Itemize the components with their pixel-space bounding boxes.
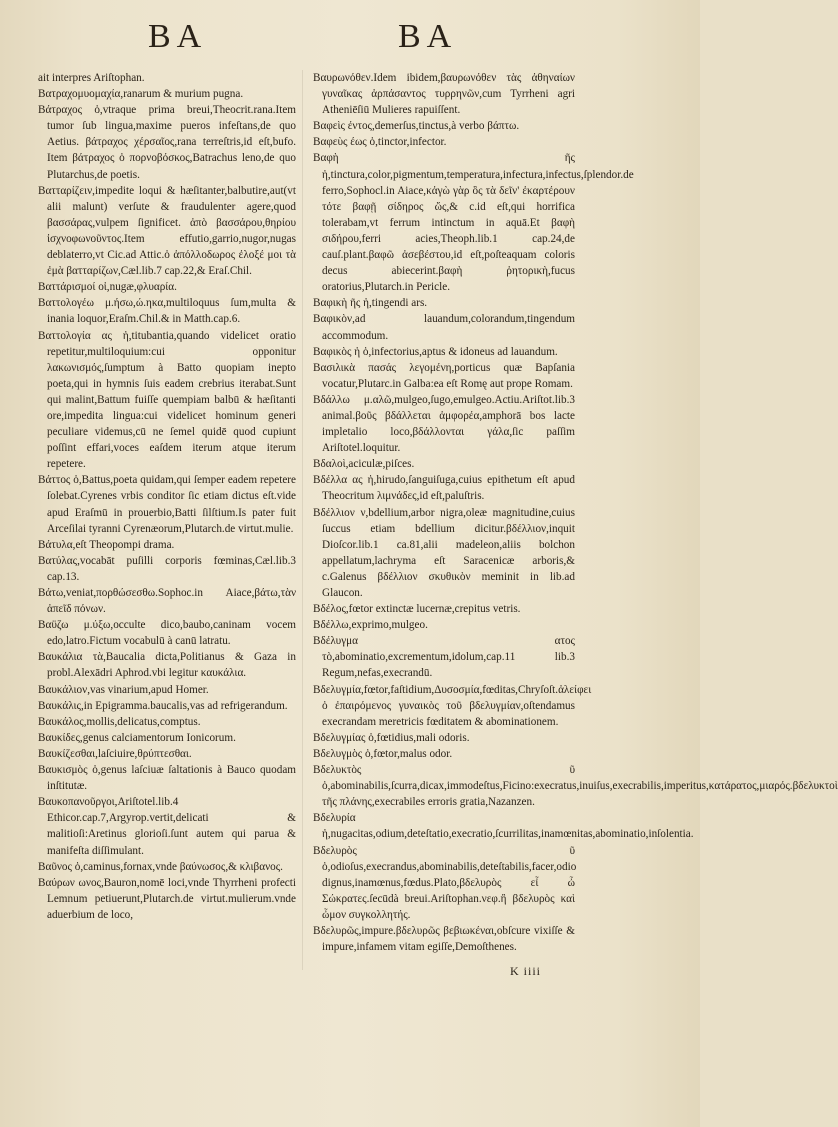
dictionary-entry: Βδέλυγμα ατος τὸ,abominatio,excrementum,idolum,cap.11 lib.3 Regum,nefas,execrandū. xyxy=(313,635,575,680)
dictionary-entry: Βάτυλα,eſt Theopompi drama. xyxy=(38,538,175,551)
dictionary-entry: Βαφικὴ ῆς ἡ,tingendi ars. xyxy=(313,297,428,310)
dictionary-entry: Βαφικὸς ἡ ὁ,infectorius,aptus & idoneus ad lauandum. xyxy=(313,345,558,358)
dictionary-entry: Βαυκάλος,mollis,delicatus,comptus. xyxy=(38,715,201,728)
dictionary-entry: Βαυκίδες,genus calciamentorum Ionicorum. xyxy=(38,731,236,744)
dictionary-entry: Βατταρίζειν,impedite loqui & hæſitanter,balbutire,aut(vt alii malunt) verſute & fraudulenter agere,quod βασσάρας,vulpem ſignificet. ἀπὸ βασσάρου,θηρίου ἰσχνοφωνοῦντος.Item effutio,garrio,nugor,nugas deblaterro,vt Cic.ad Attic.ὁ ἀπόλλοδωρος ἐλοξέ μοι τὰ ἐμὰ βατταρίζων,Cæl.lib.7 cap.22,& Eraſ.Chil. xyxy=(38,184,296,278)
dictionary-entry: Βαυρωνόθεν.Idem ibidem,βαυρωνόθεν τὰς ἀθηναίων γυναῖκας ἁρπάσαντος τυρρηνῶν,cum Tyrrheni agri Atheniēſiū Mulieres rapuiſſent. xyxy=(313,72,575,117)
dictionary-entry: Βαττολογία ας ἡ,titubantia,quando videlicet oratio repetitur,multiloquium:cui opponitur λακωνισμός,ſumptum à Batto quopiam inepto poeta,qui in hymnis ſuis eadem crebrius iterabat.Sunt qui malint,Battum fuiſſe quempiam balbū & hæſitanti ore,impedita lingua:cui videlicet hominum generi peculiare videmus,cū ne ſemel quidē quod cupiunt poſſint effari,voces eaſdem iterum atque iterum repetere. xyxy=(38,329,296,471)
dictionary-entry: Βαῦνος ὁ,caminus,fornax,vnde βαύνωσος,& κλιβανος. xyxy=(38,860,283,873)
dictionary-entry: Βαττολογέω μ.ήσω,ώ.ηκα,multiloquus ſum,multa & inania loquor,Eraſm.Chil.& in Matth.cap.6. xyxy=(38,297,296,326)
dictionary-entry: Βδελυγμὸς ὁ,fœtor,malus odor. xyxy=(313,747,453,760)
dictionary-entry: Βδέλλα ας ἡ,hirudo,ſanguiſuga,cuius epithetum eſt apud Theocritum λιμνάδες,id eſt,paluſtris. xyxy=(313,474,575,503)
dictionary-entry: Βάτραχος ὁ,vtraque prima breui,Theocrit.rana.Item tumor ſub lingua,maxime pueros infeſtans,de quo Aetius. βάτραχος χέρσαῖος,rana terreſtris,id eſt,bufo. Item βάτραχος ὁ πορνοβόσκος,Batrachus leno,de quo Plutarchus,de poetis. xyxy=(38,104,296,181)
dictionary-entry: Βδελυκτὸς ῦ ὁ,abominabilis,ſcurra,dicax,immodeſtus,Ficino:execratus,inuiſus,execrabilis,imperitus,κατάρατος,μιαρός.βδελυκτοὶ τῆς πλάνης,execrabiles erroris gratia,Nazanzen. xyxy=(313,764,838,809)
dictionary-entry: Βάτω,veniat,πορθώσεσθω.Sophoc.in Aiace,βάτω,τὰν ἀπεῖδ πόνων. xyxy=(38,587,296,616)
dictionary-entry: Βάττος ὁ,Battus,poeta quidam,qui ſemper eadem repetere ſolebat.Cyrenes vrbis conditor ſic etiam dictus eſt.vide apud Eraſmū in prouerbio,Batti ſilſtium.Is pater fuit Arceſilai tyranni Cyrenæorum,Plutarch.de virtut.mulie. xyxy=(38,474,296,535)
dictionary-entry: Βαυκοπανοῦργοι,Ariſtotel.lib.4 Ethicor.cap.7,Argyrop.vertit,delicati & malitioſi:Aretinus glorioſi.ſunt autem qui parua & manifeſta diſſimulant. xyxy=(38,796,296,857)
dictionary-entry: Βαυκάλιον,vas vinarium,apud Homer. xyxy=(38,683,209,696)
dictionary-entry: Βδέλος,fœtor extinctæ lucernæ,crepitus vetris. xyxy=(313,603,521,616)
signature-mark: K iiii xyxy=(510,964,542,978)
dictionary-entry: Βαύρων ωνος,Bauron,nomē loci,vnde Thyrrheni profecti Lemnum petiuerunt,Plutarch.de virtut.mulierum.vnde aduerbium de loco, xyxy=(38,876,296,921)
dictionary-entry: Βδαλοὶ,aciculæ,piſces. xyxy=(313,458,415,471)
dictionary-entry: Βαϋζω μ.ύξω,occulte dico,baubo,caninam vocem edo,latro.Fictum vocabulū à canū latratu. xyxy=(38,619,296,648)
dictionary-entry: Βδελυγμία,fœtor,faſtidium,Δυσοσμία,fœditas,Chryſoſt.ἀλείφει ὁ ἐπαιρόμενος γυναικὸς τοῦ βδελυγμίαν,oſtendamus execrandam meretricis fœditatem & abominationem. xyxy=(313,683,592,728)
dictionary-entry: Βαυκάλις,in Epigramma.baucalis,vas ad refrigerandum. xyxy=(38,699,288,712)
dictionary-entry: Βδελυρῶς,impure.βδελυρῶς βεβιωκέναι,obſcure vixiſſe & impure,infamem vitam egiſſe,Demoſthenes. xyxy=(313,924,575,954)
dictionary-entry: Βατύλας,vocabāt puſilli corporis fœminas,Cæl.lib.3 cap.13. xyxy=(38,554,296,583)
left-column xyxy=(38,70,296,923)
dictionary-entry: Βδάλλω μ.αλῶ,mulgeo,ſugo,emulgeo.Actiu.Ariſtot.lib.3 animal.βοῦς βδάλλεται ἀμφορέα,amphorā bos lacte impletalio loco,βδάλλονται γάλα,ſic paſſim Ariſtotel.loquitur. xyxy=(313,393,575,455)
dictionary-entry: Βαυκάλια τὰ,Baucalia dicta,Politianus & Gaza in probl.Alexādri Aphrod.vbi legitur καυκάλια. xyxy=(38,651,296,680)
dictionary-entry: ait interpres Ariſtophan. xyxy=(38,72,145,84)
running-head-right: BA xyxy=(398,18,458,55)
dictionary-entry: Βδελυρία ἡ,nugacitas,odium,deteſtatio,execratio,ſcurrilitas,inamœnitas,abominatio,inſolentia. xyxy=(313,812,694,841)
dictionary-entry: Βαφὴ ῆς ἡ,tinctura,color,pigmentum,temperatura,infectura,infectus,ſplendor.de ferro,Sophocl.in Aiace,κἀγὼ γὰρ ὃς τὰ δεῖν' ἐκαρτέρουν τότε βαφῇ σίδηρος ὥς,& c.id eſt,qui horrifica tolerabam,vt ferrum intinctum in aquā.Et βαφὴ σιδήρου,ferri acies,Theoph.lib.1 cap.24,de cauſ.plant.βαφῶ ἀσεβέστου,id eſt,poſteaquam coloris decus abiecerint.βαφὴ ῥητορικὴ,fucus oratorius,Plutarch.in Pericle. xyxy=(313,152,634,294)
dictionary-entry: Βατραχομυομαχία,ranarum & murium pugna. xyxy=(38,88,244,101)
dictionary-entry: Βδέλλιον ν,bdellium,arbor nigra,oleæ magnitudine,cuius ſuccus etiam bdellium dicitur.βδέλλιον,inquit Dioſcor.lib.1 ca.81,alii madeleon,aliis bolchon appellatum,lachryma eſt Saracenicæ arboris,& c.Galenus βδέλλιον σκυθικὸν meminit in lib.ad Glaucon. xyxy=(313,506,575,599)
dictionary-entry: Βαφεὶς έντος,demerſus,tinctus,à verbo βάπτω. xyxy=(313,120,520,133)
running-head-left: BA xyxy=(148,18,208,55)
dictionary-entry: Βαυκίζεσθαι,laſciuire,θρύπτεσθαι. xyxy=(38,747,192,760)
dictionary-entry: Βαφικὸν,ad lauandum,colorandum,tingendum accommodum. xyxy=(313,313,575,342)
right-column xyxy=(313,70,838,955)
column-gutter xyxy=(302,70,303,970)
dictionary-entry: Βδελυγμίας ὁ,fœtidius,mali odoris. xyxy=(313,731,470,744)
dictionary-entry: Βασιλικὰ πασάς λεγομένη,porticus quæ Bapſania vocatur,Plutarc.in Galba:ea eſt Romę aut prope Romam. xyxy=(313,361,575,390)
dictionary-entry: Βαττάρισμοί οἱ,nugæ,φλυαρία. xyxy=(38,281,177,294)
dictionary-entry: Βδέλλω,exprimo,mulgeo. xyxy=(313,619,428,632)
dictionary-entry: Βδελυρὸς ῦ ὁ,odioſus,execrandus,abominabilis,deteſtabilis,facer,odio dignus,inamœnus,fœdus.Plato,βδελυρὸς εἶ ὦ Σώκρατες.ſecūdà breui.Ariſtophan.νεφ.ἢ βδελυρὸς καὶ ὦμον συγκολλητής. xyxy=(313,844,577,921)
dictionary-entry: Βαυκισμὸς ὁ,genus laſciuæ ſaltationis à Bauco quodam inſtitutæ. xyxy=(38,764,296,793)
dictionary-entry: Βαφεὺς έως ὁ,tinctor,infector. xyxy=(313,136,447,149)
